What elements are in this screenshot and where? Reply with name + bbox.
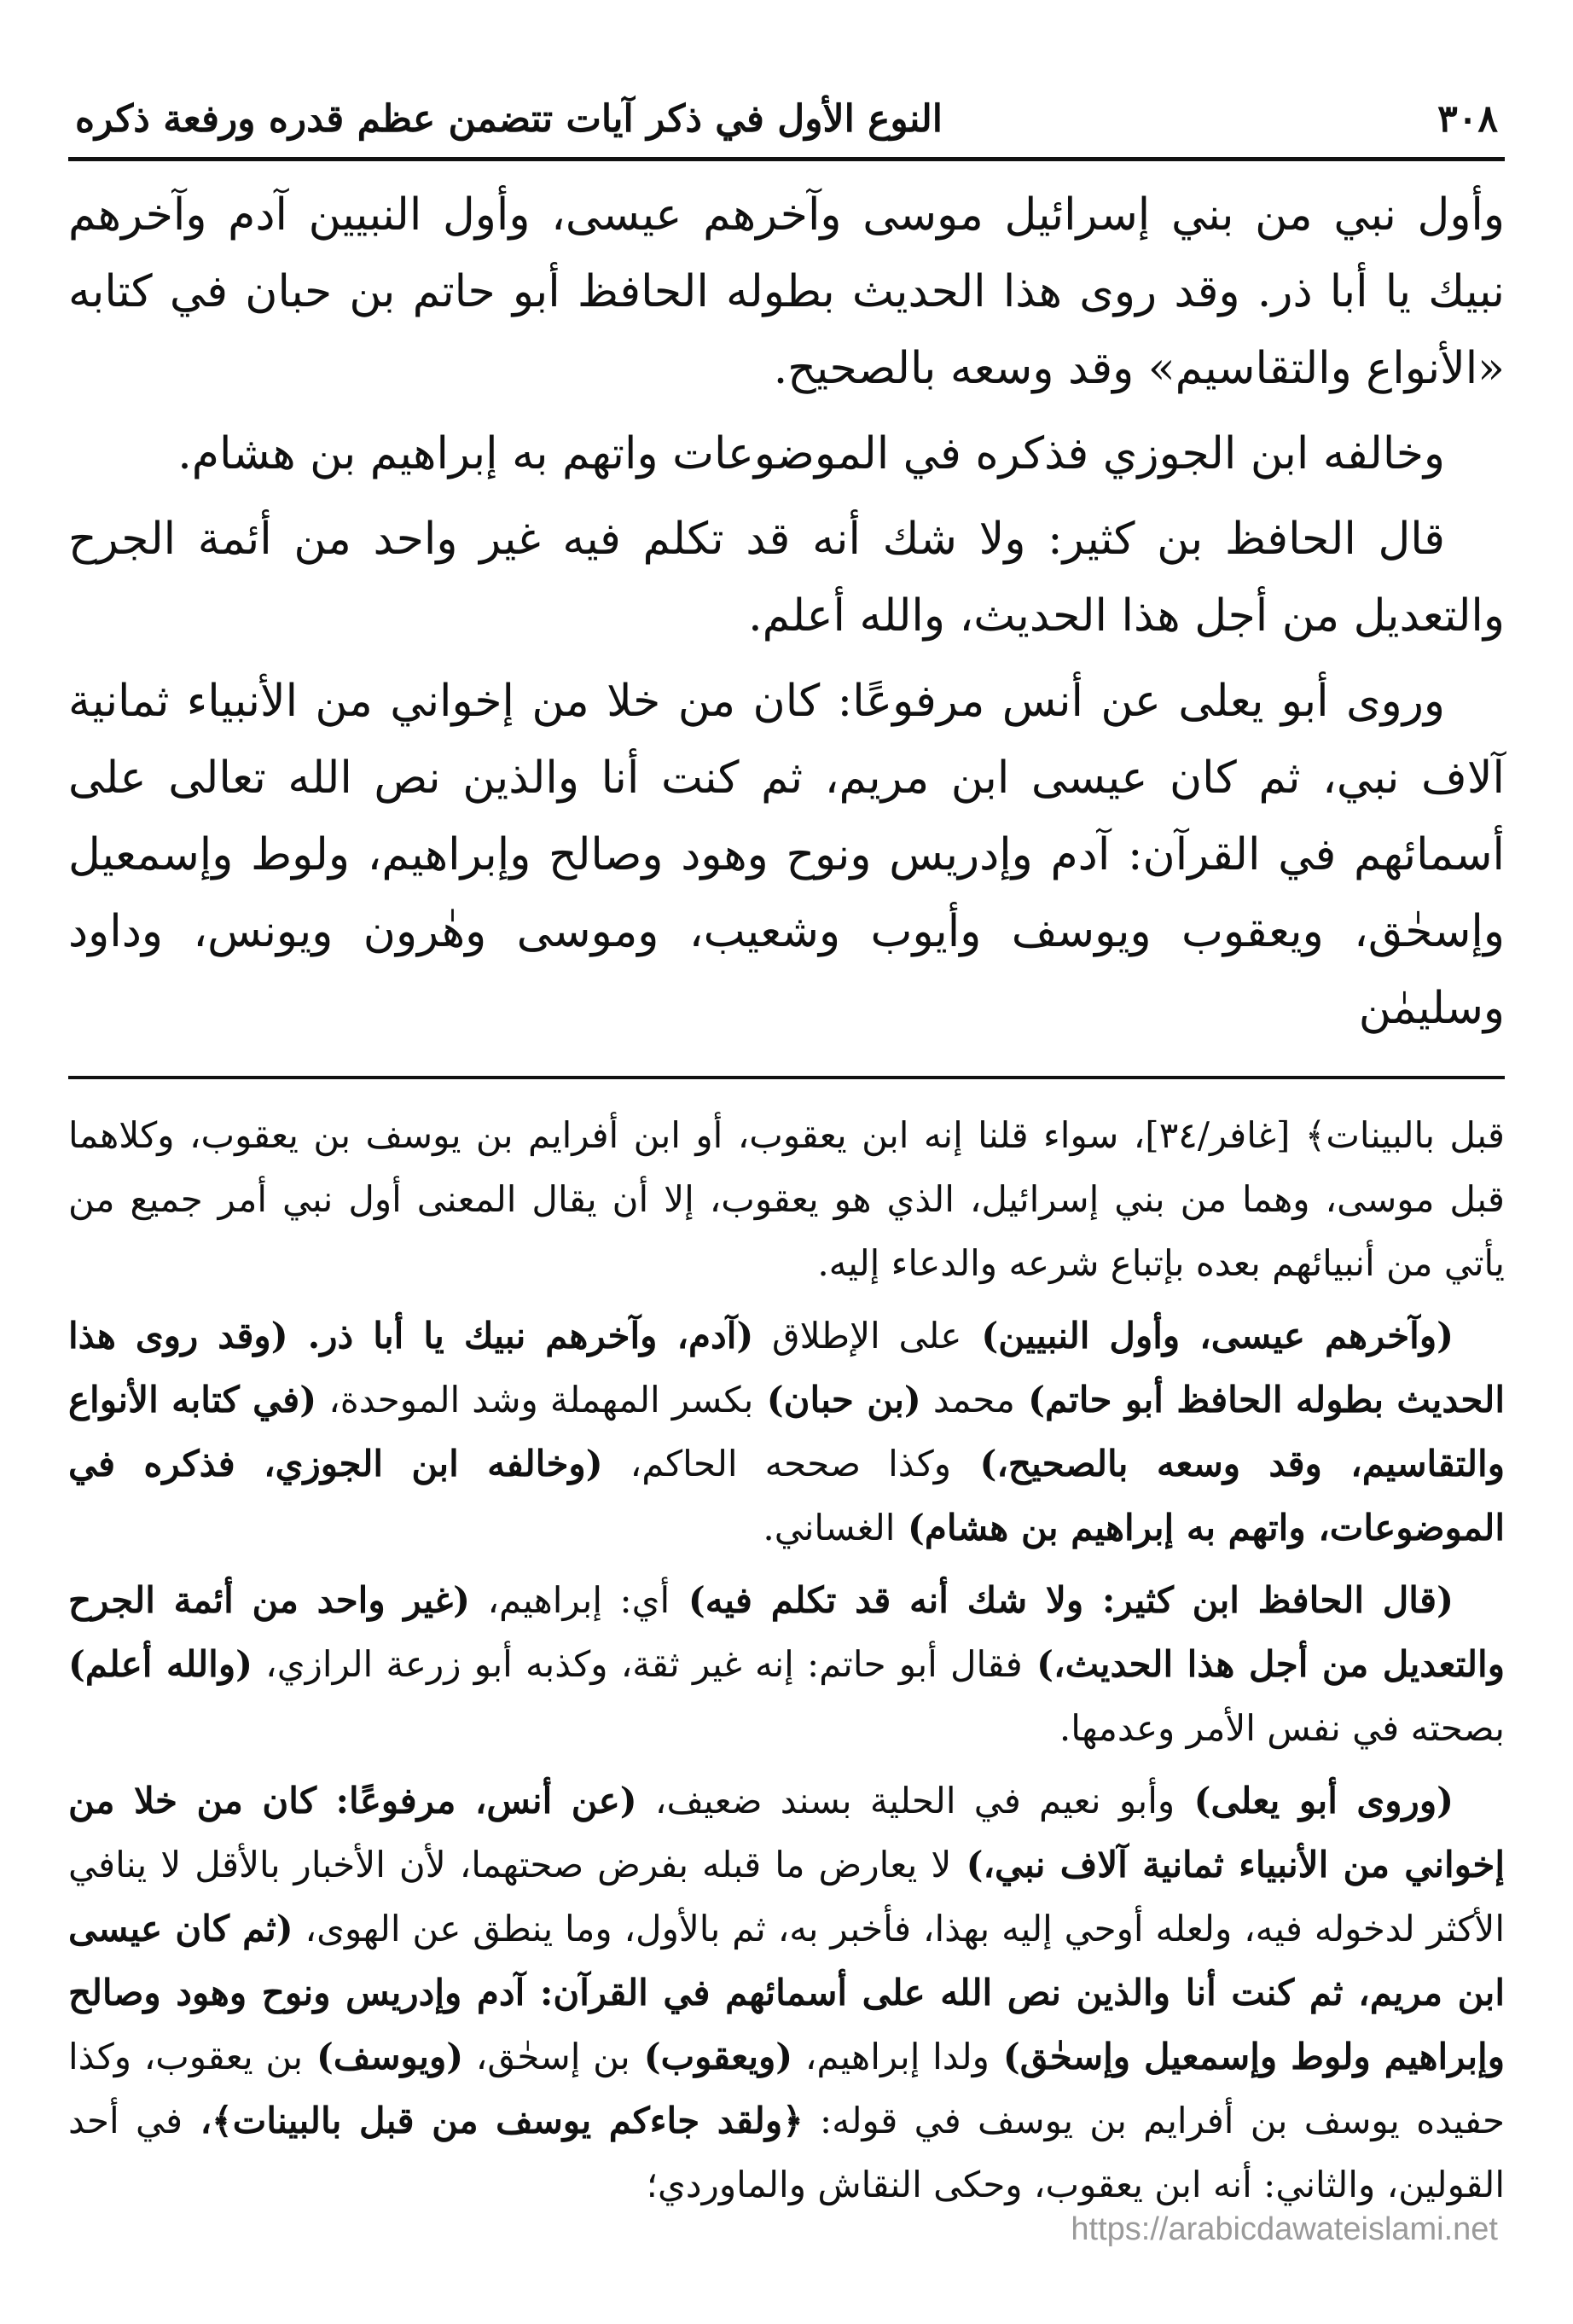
commentary-text: بصحته في نفس الأمر وعدمها. [1059, 1707, 1505, 1749]
quoted-matn-text: (بن حبان) [753, 1379, 921, 1421]
quoted-matn-text: (والله أعلم) [68, 1643, 252, 1685]
commentary-text: محمد [920, 1379, 1015, 1421]
quoted-matn-text: (آدم، وآخرهم نبيك يا أبا ذر. (وقد روى هذا الحديث بطوله الحافظ أبو حاتم) [68, 1315, 1505, 1421]
main-paragraph: وخالفه ابن الجوزي فذكره في الموضوعات واتهم به إبراهيم بن هشام. [177, 428, 1445, 479]
commentary [68, 1103, 1505, 2217]
main-paragraph: وروى أبو يعلى عن أنس مرفوعًا: كان من خلا من إخواني من الأنبياء ثمانية آلاف نبي، ثم كان عيسى ابن مريم، ثم كنت أنا والذين نص الله تعالى على أسمائهم في القرآن: آدم وإدريس ونوح وهود وصالح وإبراهيم، ولوط وإسمعيل وإسحٰق، ويعقوب ويوسف وأيوب وشعيب، وموسى وهٰرون ويونس، وداود وسليمٰن [68, 676, 1505, 1034]
commentary-text: بن يعقوب، وكذا حفيده يوسف بن أفرايم بن يوسف في قوله: [68, 2036, 1505, 2141]
commentary-paragraph [68, 1304, 1505, 1560]
quoted-matn-text: (وخالفه ابن الجوزي، فذكره في الموضوعات، واتهم به إبراهيم بن هشام) [68, 1443, 1505, 1548]
quoted-matn-text: (قال الحافظ ابن كثير: ولا شك أنه قد تكلم فيه) [670, 1579, 1454, 1621]
running-head [68, 94, 1505, 157]
quoted-matn-text: (ويعقوب) [630, 2036, 793, 2077]
running-title: النوع الأول في ذكر آيات تتضمن عظم قدره ورفعة ذكره [75, 97, 943, 141]
main-paragraph: وأول نبي من بني إسرائيل موسى وآخرهم عيسى، وأول النبيين آدم وآخرهم نبيك يا أبا ذر. وقد روى هذا الحديث بطوله الحافظ أبو حاتم بن حبان في كتابه «الأنواع والتقاسيم» وقد وسعه بالصحيح. [68, 189, 1505, 394]
commentary-paragraph [68, 1568, 1505, 1760]
main-paragraph: قال الحافظ بن كثير: ولا شك أنه قد تكلم فيه غير واحد من أئمة الجرح والتعديل من أجل هذا الحديث، والله أعلم. [68, 514, 1505, 642]
quoted-matn-text: ﴿ولقد جاءكم يوسف من قبل بالبينات﴾، [183, 2100, 804, 2141]
footnote-divider [68, 1076, 1505, 1079]
commentary-paragraph: قبل بالبينات﴾ [غافر/٣٤]، سواء قلنا إنه ابن يعقوب، أو ابن أفرايم بن يوسف بن يعقوب، وكلاهما قبل موسى، وهما من بني إسرائيل، الذي هو يعقوب، إلا أن يقال المعنى أول نبي أمر جميع من يأتي من أنبيائهم بعده بإتباع شرعه والدعاء إليه. [68, 1114, 1505, 1284]
commentary-paragraph [68, 1769, 1505, 2217]
quoted-matn-text: (ثم كان عيسى ابن مريم، ثم كنت أنا والذين نص الله على أسمائهم في القرآن: آدم وإدريس ونوح وهود وصالح وإبراهيم ولوط وإسمعيل وإسحٰق) [68, 1908, 1505, 2077]
commentary-text: في أحد القولين، والثاني: أنه ابن يعقوب، وحكى النقاش والماوردي؛ [68, 2100, 1505, 2205]
commentary-text: بكسر المهملة وشد الموحدة، [316, 1379, 754, 1421]
quoted-matn-text: (عن أنس، مرفوعًا: كان من خلا من إخواني من الأنبياء ثمانية آلاف نبي،) [68, 1780, 1505, 1885]
page-number: ٣٠٨ [1437, 97, 1498, 141]
commentary-text: الغساني. [763, 1507, 896, 1548]
commentary-text: أي: إبراهيم، [470, 1579, 670, 1621]
commentary-text: ولدا إبراهيم، [792, 2036, 990, 2077]
quoted-matn-text: (وروى أبو يعلى) [1175, 1780, 1454, 1821]
commentary-text: وكذا صححه الحاكم، [602, 1443, 952, 1484]
commentary-text: وأبو نعيم في الحلية بسند ضعيف، [636, 1780, 1175, 1821]
quoted-matn-text: (ويوسف) [303, 2036, 464, 2077]
commentary-text: على الإطلاق [753, 1315, 962, 1357]
header-rule [68, 157, 1505, 161]
quoted-matn-text: (غير واحد من أئمة الجرح والتعديل من أجل هذا الحديث،) [68, 1579, 1506, 1685]
main-text [68, 177, 1505, 1047]
page [68, 94, 1505, 2225]
commentary-text: فقال أبو حاتم: إنه غير ثقة، وكذبه أبو زرعة الرازي، [252, 1643, 1023, 1685]
commentary-text: بن إسحٰق، [463, 2036, 630, 2077]
quoted-matn-text: (في كتابه الأنواع والتقاسيم، وقد وسعه بالصحيح،) [68, 1379, 1506, 1484]
quoted-matn-text: (وآخرهم عيسى، وأول النبيين) [961, 1315, 1454, 1357]
commentary-text: لا يعارض ما قبله بفرض صحتهما، لأن الأخبار بالأقل لا ينافي الأكثر لدخوله فيه، ولعله أوحي إليه بهذا، فأخبر به، ثم بالأول، وما ينطق عن الهوى، [68, 1844, 1505, 1949]
watermark-url: https://arabicdawateislami.net [1071, 2211, 1498, 2247]
